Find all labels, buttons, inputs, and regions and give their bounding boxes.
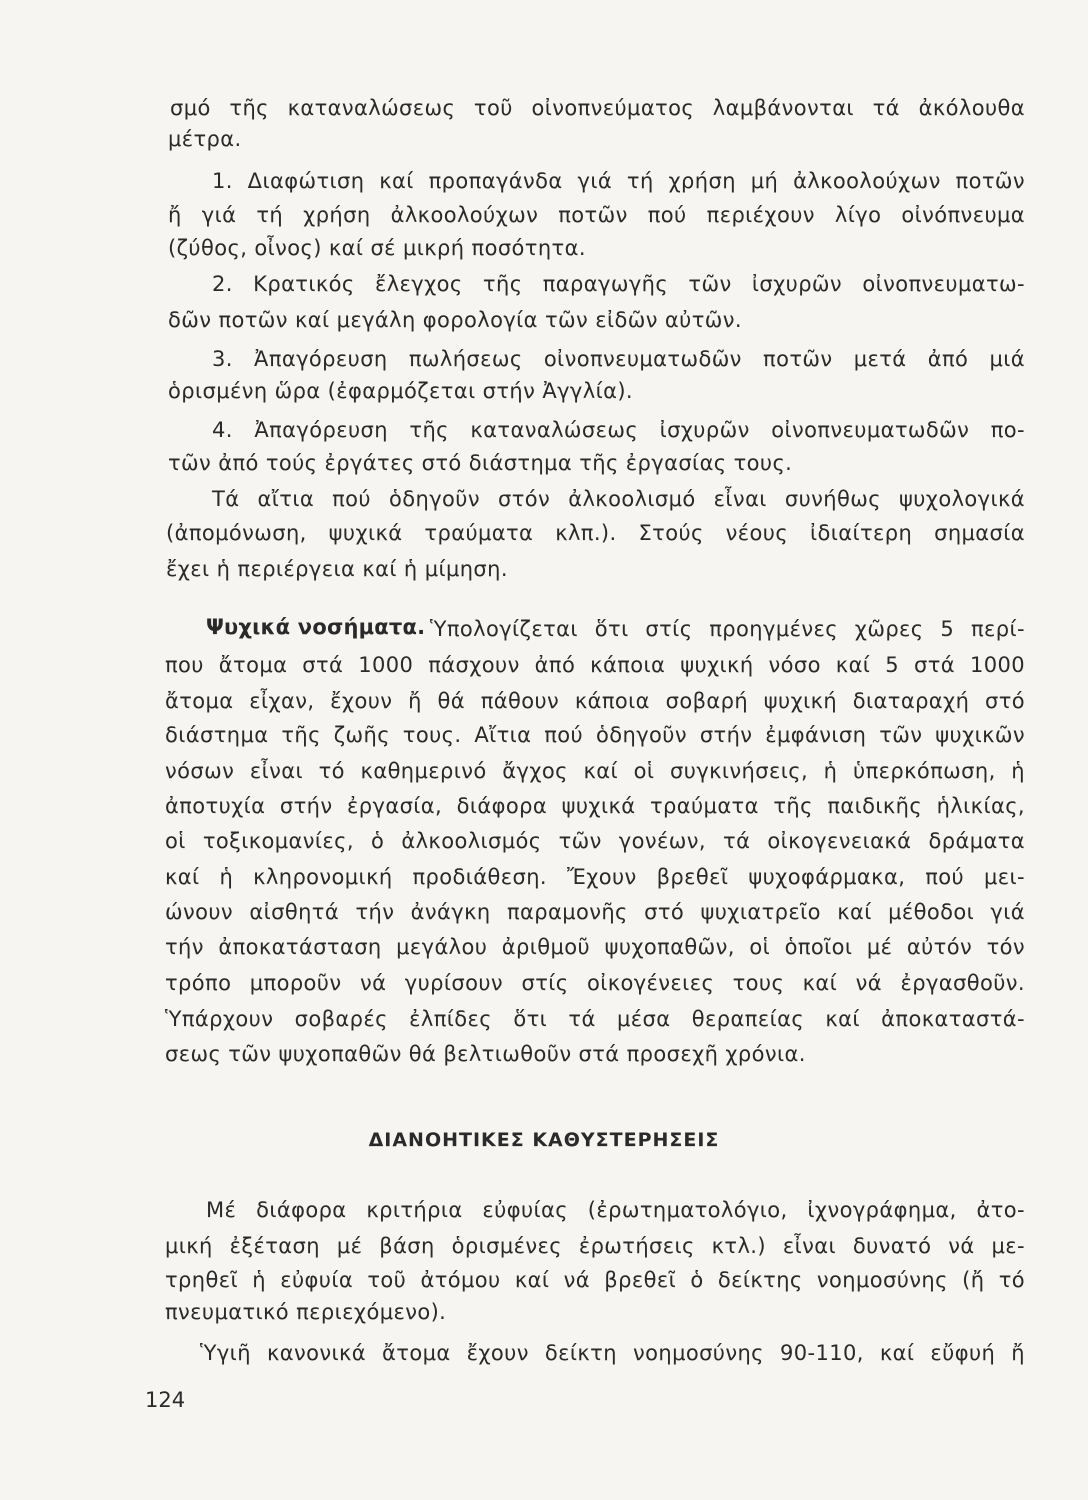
text-line: Ὑπολογίζεται ὅτι στίς προηγμένες χῶρες 5 περί- — [430, 617, 1025, 641]
section-heading: ΔΙΑΝΟΗΤΙΚΕΣ ΚΑΘΥΣΤΕΡΗΣΕΙΣ — [368, 1129, 720, 1151]
text-line: τρόπο μποροῦν νά γυρίσουν στίς οἰκογένειες τους καί νά ἐργασθοῦν. — [165, 971, 1025, 995]
text-line: σεως τῶν ψυχοπαθῶν θά βελτιωθοῦν στά προσεχῆ χρόνια. — [165, 1042, 806, 1066]
text-line: τήν ἀποκατάσταση μεγάλου ἀριθμοῦ ψυχοπαθῶν, οἱ ὁποῖοι μέ αὐτόν τόν — [165, 935, 1025, 959]
text-line: μέτρα. — [168, 127, 242, 151]
list-item-3: 3. Ἀπαγόρευση πωλήσεως οἰνοπνευματωδῶν ποτῶν μετά ἀπό μιά — [212, 347, 1025, 371]
text-line: νόσων εἶναι τό καθημερινό ἄγχος καί οἱ συγκινήσεις, ἡ ὑπερκόπωση, ἡ — [165, 759, 1025, 783]
text-line: δῶν ποτῶν καί μεγάλη φορολογία τῶν εἰδῶν αὐτῶν. — [168, 308, 742, 332]
text-line: ὁρισμένη ὥρα (ἐφαρμόζεται στήν Ἀγγλία). — [168, 379, 634, 403]
text-line: τρηθεῖ ἡ εὐφυία τοῦ ἀτόμου καί νά βρεθεῖ ὁ δείκτης νοημοσύνης (ἤ τό — [165, 1268, 1025, 1292]
text-line: ἄτομα εἶχαν, ἔχουν ἤ θά πάθουν κάποια σοβαρή ψυχική διαταραχή στό — [165, 689, 1025, 713]
text-line: Ὑγιῆ κανονικά ἄτομα ἔχουν δείκτη νοημοσύνης 90-110, καί εὔφυή ἤ — [200, 1341, 1025, 1365]
text-line: τῶν ἀπό τούς ἐργάτες στό διάστημα τῆς ἐργασίας τους. — [168, 451, 793, 475]
text-line: διάστημα τῆς ζωῆς τους. Αἴτια πού ὁδηγοῦν στήν ἐμφάνιση τῶν ψυχικῶν — [165, 723, 1025, 747]
text-line: που ἄτομα στά 1000 πάσχουν ἀπό κάποια ψυχική νόσο καί 5 στά 1000 — [165, 653, 1025, 677]
text-line: ἔχει ἡ περιέργεια καί ἡ μίμηση. — [166, 557, 508, 581]
text-line: (ἀπομόνωση, ψυχικά τραύματα κλπ.). Στούς νέους ἰδιαίτερη σημασία — [166, 521, 1025, 545]
list-item-4: 4. Ἀπαγόρευση τῆς καταναλώσεως ἰσχυρῶν οἰνοπνευματωδῶν πο- — [212, 418, 1025, 442]
text-line: σμό τῆς καταναλώσεως τοῦ οἰνοπνεύματος λαμβάνονται τά ἀκόλουθα — [170, 96, 1025, 120]
text-line: πνευματικό περιεχόμενο). — [165, 1300, 447, 1324]
text-line: (ζύθος, οἶνος) καί σέ μικρή ποσότητα. — [168, 236, 586, 260]
text-line: οἱ τοξικομανίες, ὁ ἀλκοολισμός τῶν γονέων, τά οἰκογενειακά δράματα — [165, 829, 1025, 853]
list-item-1: 1. Διαφώτιση καί προπαγάνδα γιά τή χρήση μή ἀλκοολούχων ποτῶν — [212, 169, 1025, 193]
text-line: Ὑπάρχουν σοβαρές ἐλπίδες ὅτι τά μέσα θεραπείας καί ἀποκαταστά- — [165, 1007, 1025, 1031]
text-line: Τά αἴτια πού ὁδηγοῦν στόν ἀλκοολισμό εἶναι συνήθως ψυχολογικά — [212, 487, 1025, 511]
text-line: ἤ γιά τή χρήση ἀλκοολούχων ποτῶν πού περιέχουν λίγο οἰνόπνευμα — [168, 203, 1025, 227]
text-line: ἀποτυχία στήν ἐργασία, διάφορα ψυχικά τραύματα τῆς παιδικῆς ἡλικίας, — [165, 794, 1025, 818]
page-number: 124 — [145, 1388, 186, 1412]
text-line: ώνουν αἰσθητά τήν ἀνάγκη παραμονῆς στό ψυχιατρεῖο καί μέθοδοι γιά — [165, 900, 1025, 924]
text-line: μική ἐξέταση μέ βάση ὁρισμένες ἐρωτήσεις κτλ.) εἶναι δυνατό νά με- — [165, 1234, 1025, 1258]
text-line: Μέ διάφορα κριτήρια εὐφυίας (ἐρωτηματολόγιο, ἰχνογράφημα, ἀτο- — [206, 1198, 1025, 1222]
bold-lead-heading: Ψυχικά νοσήματα. — [206, 615, 426, 639]
text-line: καί ἡ κληρονομική προδιάθεση. Ἔχουν βρεθεῖ ψυχοφάρμακα, πού μει- — [165, 865, 1025, 889]
list-item-2: 2. Κρατικός ἔλεγχος τῆς παραγωγῆς τῶν ἰσχυρῶν οἰνοπνευματω- — [212, 272, 1025, 296]
